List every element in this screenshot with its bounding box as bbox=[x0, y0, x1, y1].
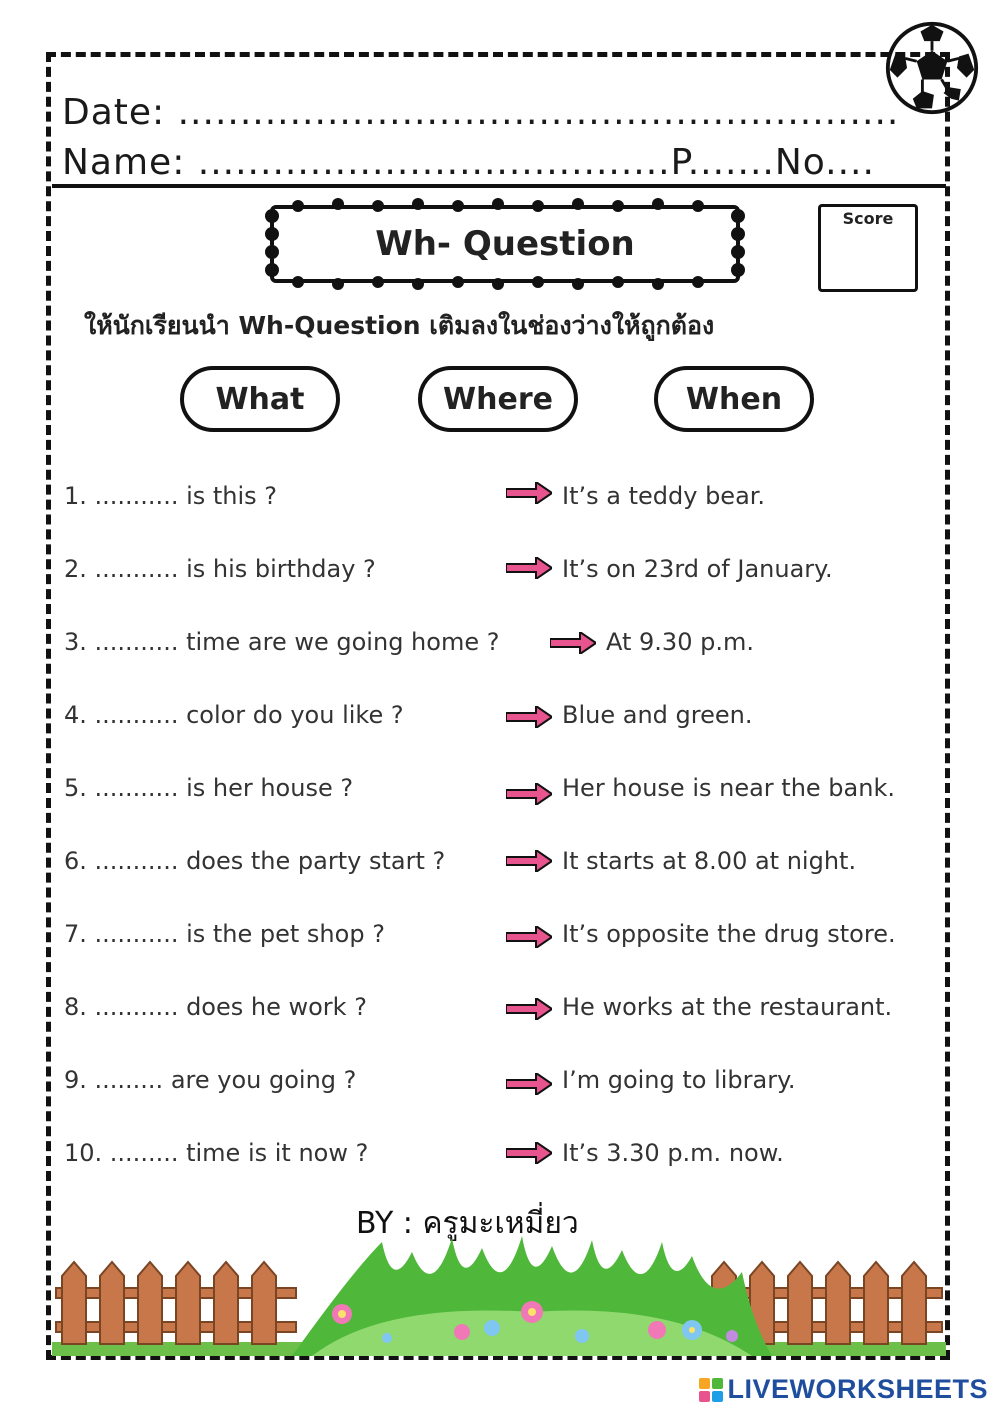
score-box bbox=[818, 204, 918, 292]
brand-logo bbox=[699, 1374, 988, 1405]
answer-2: It’s on 23rd of January. bbox=[562, 555, 833, 583]
answer-5: Her house is near the bank. bbox=[562, 774, 895, 802]
question-4[interactable]: 4. ........... color do you like ? bbox=[64, 701, 404, 729]
question-8[interactable]: 8. ........... does he work ? bbox=[64, 993, 367, 1021]
date-line: Date: .......................................................... bbox=[62, 92, 900, 133]
question-10[interactable]: 10. ......... time is it now ? bbox=[64, 1139, 369, 1167]
worksheet-title bbox=[270, 205, 740, 283]
arrow-right-icon bbox=[506, 482, 552, 504]
arrow-right-icon bbox=[506, 998, 552, 1020]
arrow-right-icon bbox=[506, 1142, 552, 1164]
brand-text: LIVEWORKSHEETS bbox=[727, 1374, 988, 1404]
header-divider bbox=[52, 184, 946, 188]
word-bank-label: When bbox=[685, 381, 783, 417]
word-bank-where bbox=[418, 366, 578, 432]
answer-10: It’s 3.30 p.m. now. bbox=[562, 1139, 784, 1167]
instruction-text: ให้นักเรียนนำ Wh-Question เติมลงในช่องว่างให้ถูกต้อง bbox=[84, 311, 715, 340]
answer-8: He works at the restaurant. bbox=[562, 993, 893, 1021]
answer-4: Blue and green. bbox=[562, 701, 753, 729]
answer-1: It’s a teddy bear. bbox=[562, 482, 766, 510]
brand-mark-icon bbox=[699, 1378, 723, 1402]
author-byline: BY : ครูมะเหมี่ยว bbox=[356, 1206, 579, 1241]
arrow-right-icon bbox=[506, 706, 552, 728]
question-3[interactable]: 3. ........... time are we going home ? bbox=[64, 628, 500, 656]
word-bank-when bbox=[654, 366, 814, 432]
score-label: Score bbox=[842, 209, 894, 228]
arrow-right-icon bbox=[506, 926, 552, 948]
answer-9: I’m going to library. bbox=[562, 1066, 796, 1094]
question-6[interactable]: 6. ........... does the party start ? bbox=[64, 847, 446, 875]
question-5[interactable]: 5. ........... is her house ? bbox=[64, 774, 354, 802]
word-bank-what bbox=[180, 366, 340, 432]
garden-illustration bbox=[52, 1232, 946, 1356]
arrow-right-icon bbox=[506, 1073, 552, 1095]
question-1[interactable]: 1. ........... is this ? bbox=[64, 482, 278, 510]
word-bank-label: What bbox=[215, 381, 305, 417]
arrow-right-icon bbox=[550, 632, 596, 654]
name-line: Name: ......................................P.......No.... bbox=[62, 142, 875, 183]
answer-3: At 9.30 p.m. bbox=[606, 628, 754, 656]
question-9[interactable]: 9. ......... are you going ? bbox=[64, 1066, 357, 1094]
title-text: Wh- Question bbox=[375, 224, 635, 264]
arrow-right-icon bbox=[506, 850, 552, 872]
answer-6: It starts at 8.00 at night. bbox=[562, 847, 857, 875]
arrow-right-icon bbox=[506, 783, 552, 805]
arrow-right-icon bbox=[506, 557, 552, 579]
question-7[interactable]: 7. ........... is the pet shop ? bbox=[64, 920, 385, 948]
word-bank-label: Where bbox=[443, 381, 553, 417]
answer-7: It’s opposite the drug store. bbox=[562, 920, 896, 948]
question-2[interactable]: 2. ........... is his birthday ? bbox=[64, 555, 376, 583]
